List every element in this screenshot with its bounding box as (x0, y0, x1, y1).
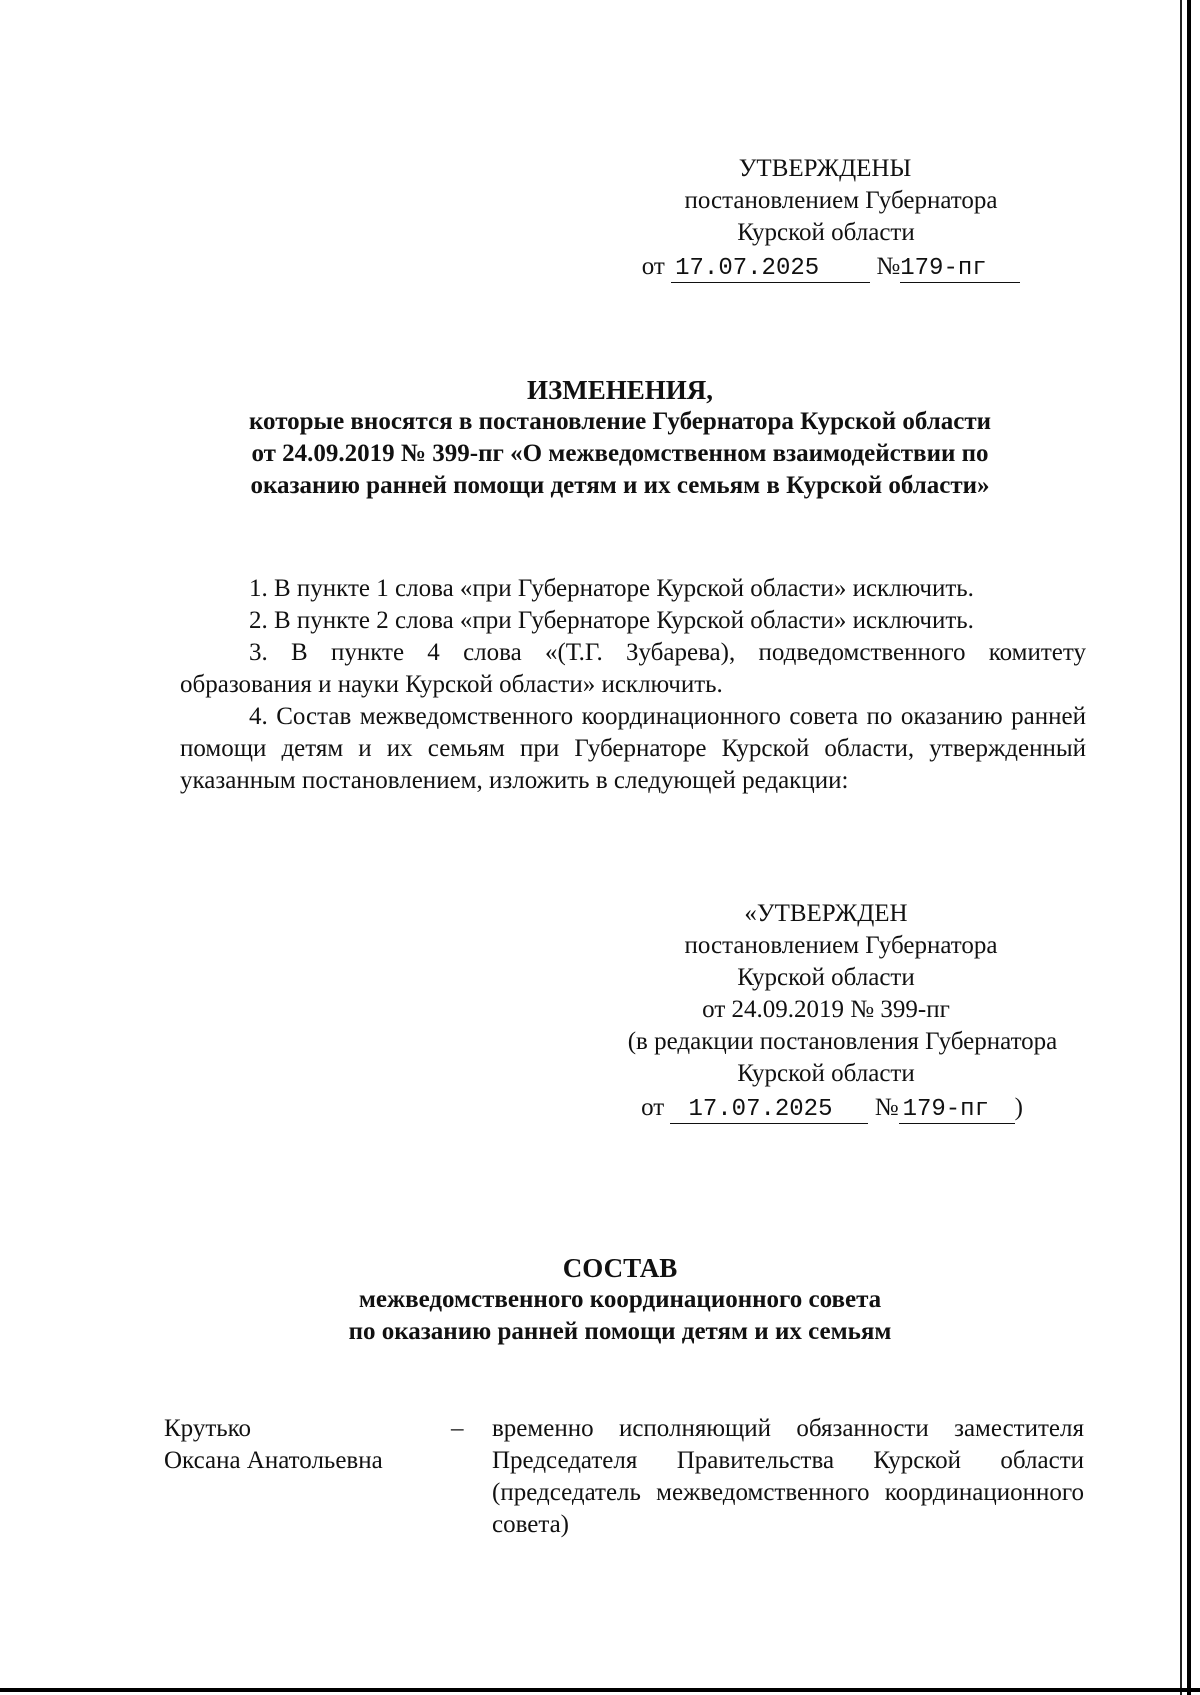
inner-number-label: № (874, 1094, 899, 1121)
title-line-1: которые вносятся в постановление Губернатора Курской области (248, 408, 992, 435)
inner-closing-paren: ) (1014, 1094, 1023, 1121)
page-edge-right (1187, 0, 1191, 1695)
composition-title (180, 1252, 1060, 1348)
approval-block-top (600, 153, 1100, 283)
approval-date-line (562, 251, 1100, 283)
inner-approval-decree: постановлением Губернатора (684, 932, 998, 959)
document-title (180, 374, 1060, 502)
composition-line-1: межведомственного координационного совета (358, 1286, 882, 1313)
inner-approval-date-line (564, 1092, 1100, 1124)
amendment-list (180, 573, 1086, 797)
approval-block-inner (600, 898, 1100, 1124)
composition-line-2: по оказанию ранней помощи детям и их семьям (348, 1318, 892, 1345)
amendment-item-4: 4. Состав межведомственного координационного совета по оказанию ранней помощи детям и их семьям при Губернаторе Курской области, утвержденный указанным постановлением, изложить в следующей редакции: (180, 703, 1086, 794)
title-heading: ИЗМЕНЕНИЯ, (526, 375, 713, 405)
page-edge-shadow (1180, 0, 1182, 1695)
member-role: временно исполняющий обязанности заместителя Председателя Правительства Курской области (председатель межведомственного координационного совета) (492, 1415, 1084, 1538)
member-given-names: Оксана Анатольевна (164, 1447, 383, 1474)
inner-approval-region: Курской области (737, 964, 915, 991)
approval-heading: УТВЕРЖДЕНЫ (738, 155, 912, 182)
composition-heading: СОСТАВ (562, 1253, 678, 1283)
approval-date: 17.07.2025 (671, 256, 870, 283)
member-dash: – (451, 1415, 464, 1442)
approval-line-region: Курской области (737, 219, 915, 246)
amendment-item-1: 1. В пункте 1 слова «при Губернаторе Курской области» исключить. (249, 575, 974, 602)
inner-approval-number: 179-пг (899, 1097, 1015, 1124)
inner-from-label: от (641, 1094, 665, 1121)
member-surname: Крутько (164, 1415, 252, 1442)
member-name (164, 1413, 444, 1477)
from-label: от (641, 253, 665, 280)
inner-approval-revision-region: Курской области (737, 1060, 915, 1087)
inner-approval-original-decree: от 24.09.2019 № 399-пг (702, 996, 950, 1023)
page-edge-bottom (0, 1688, 1200, 1692)
amendment-item-3: 3. В пункте 4 слова «(Т.Г. Зубарева), подведомственного комитету образования и науки Курской области» исключить. (180, 639, 1086, 698)
title-line-3: оказанию ранней помощи детям и их семьям в Курской области» (250, 472, 990, 499)
inner-approval-date: 17.07.2025 (670, 1097, 868, 1124)
approval-number: 179-пг (900, 256, 1020, 283)
amendment-item-2: 2. В пункте 2 слова «при Губернаторе Курской области» исключить. (249, 607, 974, 634)
inner-approval-heading: «УТВЕРЖДЕН (744, 900, 908, 927)
number-label: № (876, 253, 901, 280)
inner-approval-revision-note: (в редакции постановления Губернатора (627, 1028, 1058, 1055)
title-line-2: от 24.09.2019 № 399-пг «О межведомственном взаимодействии по (251, 440, 989, 467)
approval-line-decree: постановлением Губернатора (684, 187, 998, 214)
